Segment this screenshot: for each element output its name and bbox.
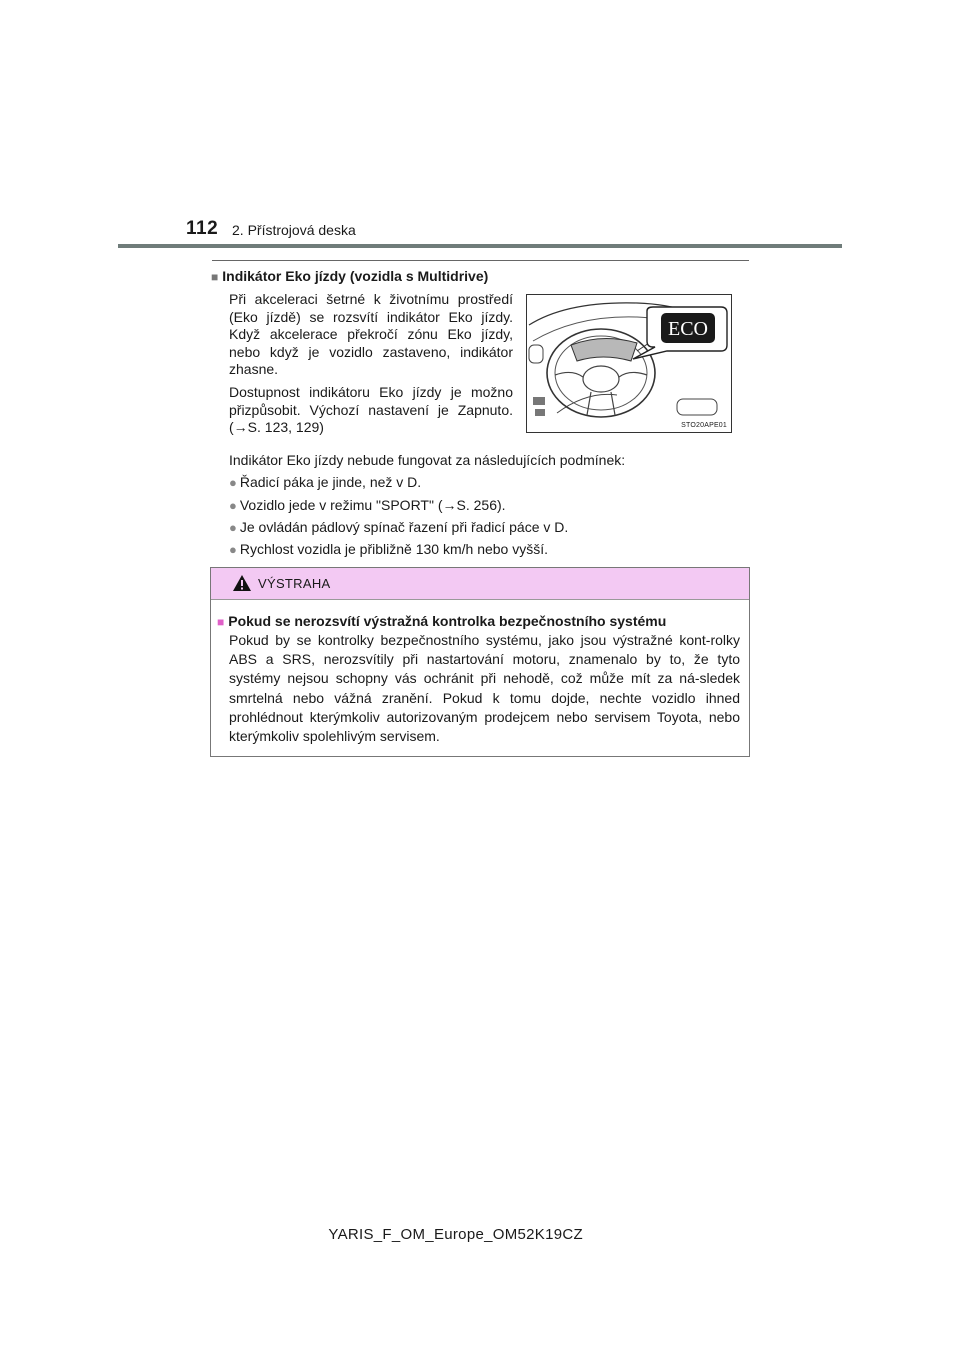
warning-text: Pokud by se kontrolky bezpečnostního systému, jako jsou výstražné kont-rolky ABS a SRS, nerozsvítily při nastartování motoru, znamenalo by to, že tyto systémy nejsou schopny vás ochránit při nehodě, což může mít za ná-sledek smrtelná nebo vážná zranění. Pokud k tomu dojde, nechte vozidlo ihned prohlédnout kterýmkoliv autorizovaným prodejcem nebo servisem Toyota, nebo kterýmkoliv spolehlivým servisem.	[229, 632, 740, 745]
list-item	[229, 541, 548, 557]
eco-heading-text: Indikátor Eko jízdy (vozidla s Multidrive)	[222, 268, 489, 284]
warning-triangle-icon	[232, 574, 252, 592]
bullet-icon: ●	[229, 475, 237, 490]
eco-heading	[211, 268, 488, 284]
bullet-icon: ●	[229, 520, 237, 535]
square-bullet-icon: ■	[211, 270, 219, 284]
content-rule	[212, 260, 749, 261]
warning-label: VÝSTRAHA	[258, 576, 331, 591]
figure-code: STO20APE01	[681, 422, 727, 429]
dashboard-illustration	[527, 295, 731, 432]
list-item-text: Je ovládán pádlový spínač řazení při řadicí páce v D.	[239, 519, 569, 535]
eco-indicator-figure	[526, 294, 732, 433]
warning-title-text: Pokud se nerozsvítí výstražná kontrolka bezpečnostního systému	[228, 613, 667, 629]
warning-header	[211, 568, 749, 600]
footer-doc-code: YARIS_F_OM_Europe_OM52K19CZ	[328, 1226, 583, 1243]
page-number: 112	[186, 218, 219, 239]
list-item	[229, 497, 506, 513]
eco-paragraph-1: Při akceleraci šetrné k životnímu prostředí (Eko jízdě) se rozsvítí indikátor Eko jízdy. Když akcelerace překročí zónu Eko jízdy, nebo když je vozidlo zastaveno, indikátor zhasne.	[229, 291, 513, 377]
bullet-icon: ●	[229, 542, 237, 557]
list-item	[229, 519, 568, 535]
eco-paragraph-2: Dostupnost indikátoru Eko jízdy je možno přizpůsobit. Výchozí nastavení je Zapnuto. (→S. 123, 129)	[229, 384, 513, 435]
list-item-text: Vozidlo jede v režimu "SPORT" (→S. 256).	[239, 497, 506, 513]
list-item	[229, 474, 421, 490]
eco-badge-label: ECO	[668, 318, 708, 340]
list-item-text: Rychlost vozidla je přibližně 130 km/h nebo vyšší.	[239, 541, 549, 557]
conditions-intro: Indikátor Eko jízdy nebude fungovat za následujících podmínek:	[229, 452, 626, 468]
section-title: 2. Přístrojová deska	[232, 222, 356, 238]
square-bullet-icon: ■	[217, 615, 225, 629]
bullet-icon: ●	[229, 498, 237, 513]
warning-box	[210, 567, 750, 757]
list-item-text: Řadicí páka je jinde, než v D.	[239, 474, 422, 490]
header-rule	[118, 244, 842, 248]
warning-title	[217, 613, 666, 629]
